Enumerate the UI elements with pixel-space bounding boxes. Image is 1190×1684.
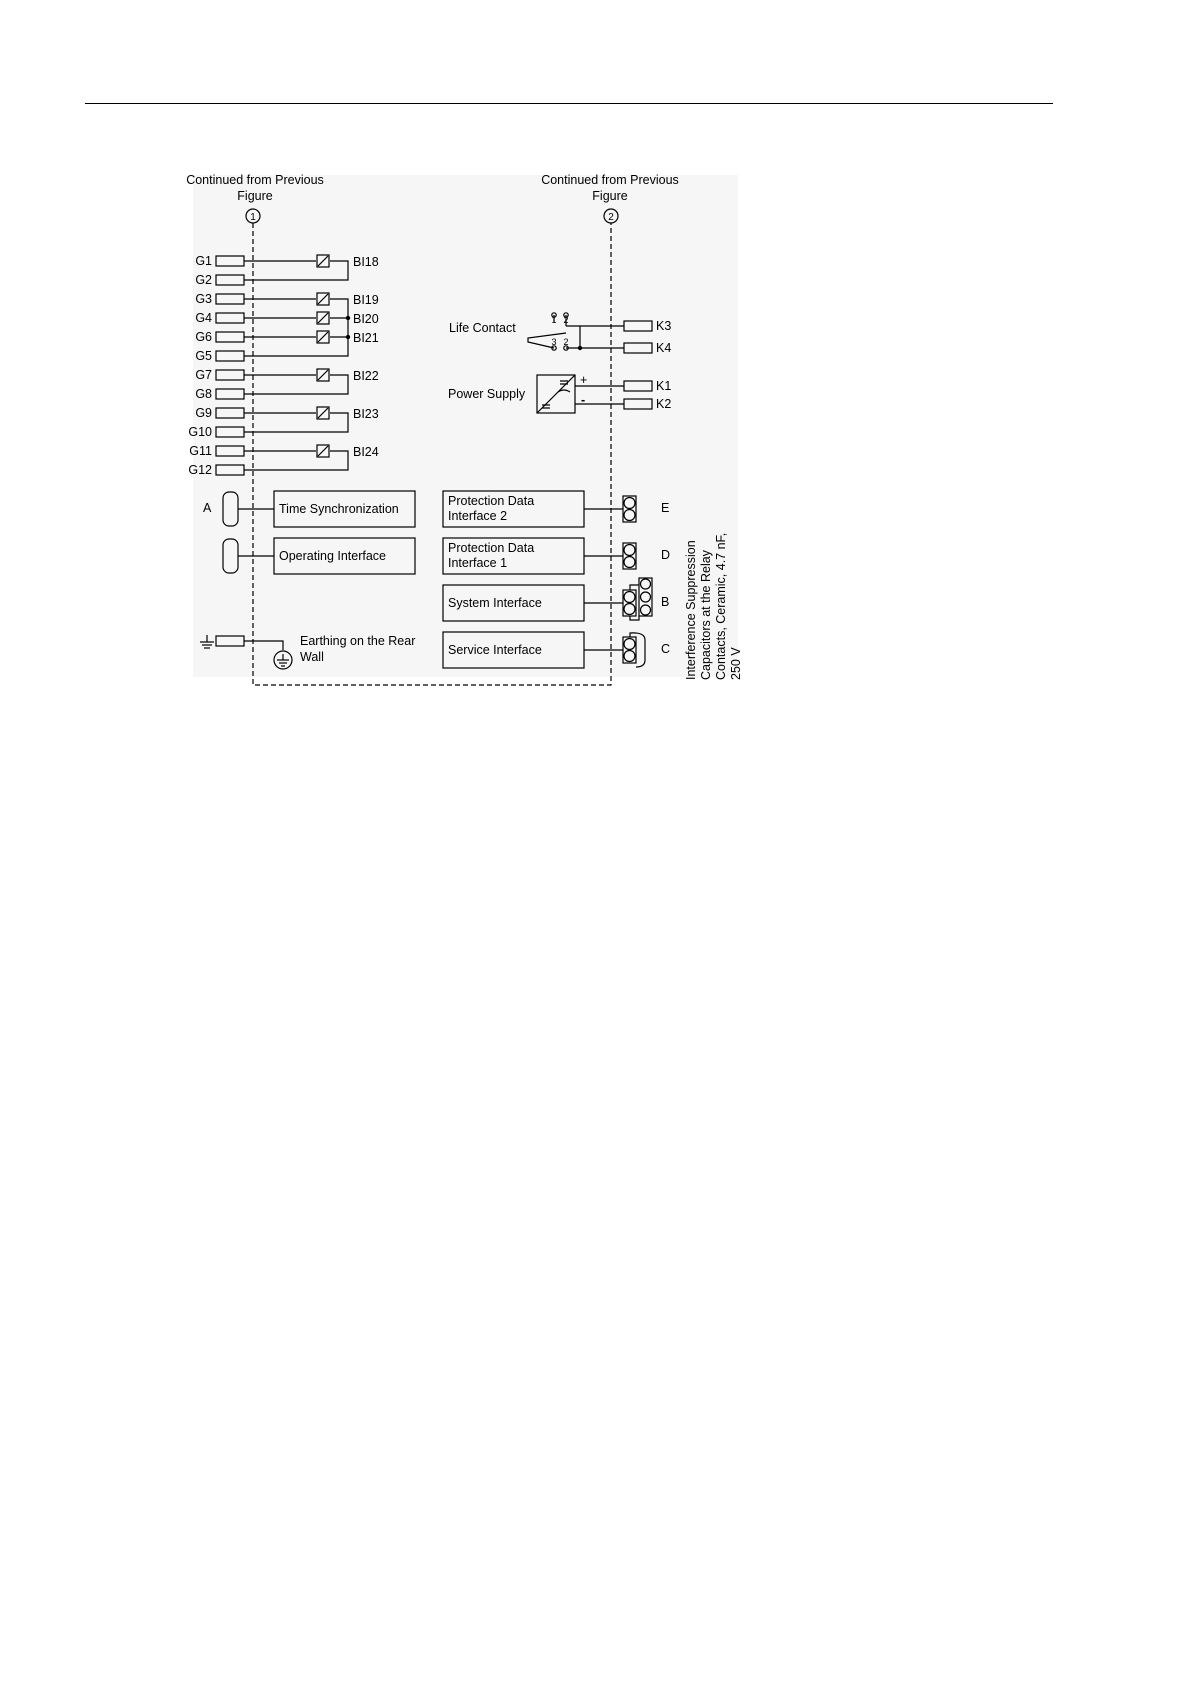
terminal-k3-label: K3 [656,319,672,333]
earthing-line-2: Wall [300,650,324,664]
terminal-g12-label: G12 [188,463,212,477]
terminal-g5-label: G5 [195,349,212,363]
bi22-label: BI22 [353,369,379,383]
bi18-label: BI18 [353,255,379,269]
pdi1-line-1: Protection Data [448,541,535,555]
terminal-g8-label: G8 [195,387,212,401]
service-interface-label: Service Interface [448,643,542,657]
terminal-k2-label: K2 [656,397,672,411]
pdi1-line-2: Interface 1 [448,556,508,570]
system-interface-label: System Interface [448,596,542,610]
port-a-label: A [203,501,212,515]
left-continuation-number: 1 [250,212,256,223]
side-note-line-1: Interference Suppression [684,540,698,680]
power-supply-plus: + [580,373,588,387]
left-continuation-line-2: Figure [237,189,273,203]
port-c-label: C [661,642,671,656]
bi21-label: BI21 [353,331,379,345]
left-continuation-line-1: Continued from Previous [186,173,324,187]
side-note-line-3: Contacts, Ceramic, 4.7 nF, [714,532,728,680]
life-contact-label: Life Contact [449,321,516,335]
terminal-g4-label: G4 [195,311,212,325]
life-contact-pin-1: 1 [551,315,557,325]
bi20-label: BI20 [353,312,379,326]
pdi2-line-1: Protection Data [448,494,535,508]
side-note-line-4: 250 V [729,647,743,680]
right-continuation-number: 2 [608,212,614,223]
bi19-label: BI19 [353,293,379,307]
terminal-g1-label: G1 [195,254,212,268]
earthing-line-1: Earthing on the Rear [300,634,416,648]
power-supply-minus: - [581,393,586,407]
right-continuation-line-1: Continued from Previous [541,173,679,187]
port-d-label: D [661,548,671,562]
side-note-line-2: Capacitors at the Relay [699,550,713,680]
terminal-g7-label: G7 [195,368,212,382]
terminal-k4-label: K4 [656,341,672,355]
pdi2-line-2: Interface 2 [448,509,508,523]
port-b-label: B [661,595,670,609]
time-sync-label: Time Synchronization [279,502,399,516]
life-contact-pin-2b: 2 [563,337,569,347]
port-e-label: E [661,501,670,515]
bi24-label: BI24 [353,445,379,459]
power-supply-label: Power Supply [448,387,526,401]
terminal-g9-label: G9 [195,406,212,420]
terminal-g6-label: G6 [195,330,212,344]
terminal-g3-label: G3 [195,292,212,306]
bi23-label: BI23 [353,407,379,421]
right-continuation-line-2: Figure [592,189,628,203]
terminal-g11-label: G11 [189,444,212,458]
terminal-g10-label: G10 [188,425,212,439]
terminal-k1-label: K1 [656,379,672,393]
terminal-g2-label: G2 [195,273,212,287]
life-contact-pin-3: 3 [551,337,557,347]
operating-interface-label: Operating Interface [279,549,387,563]
life-contact-pin-2: 2 [563,315,569,325]
